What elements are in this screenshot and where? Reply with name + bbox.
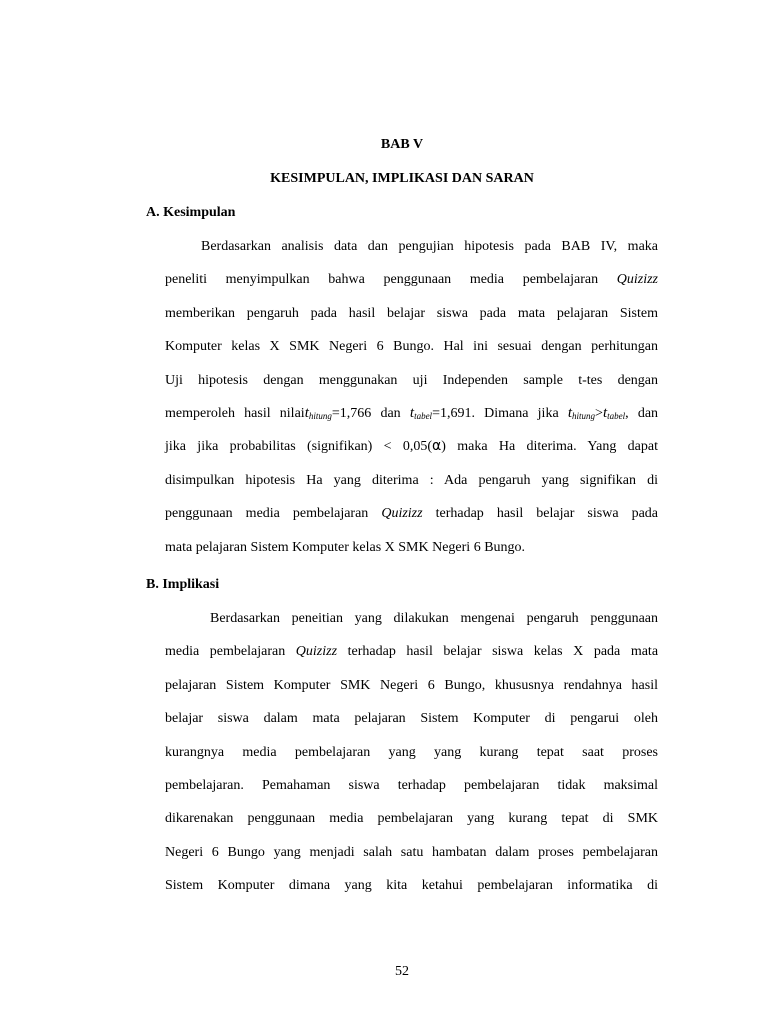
paragraph-line: Sistem Komputer dimana yang kita ketahui pembelajaran informatika di	[165, 878, 658, 894]
paragraph-line: kurangnya media pembelajaran yang yang kurang tepat saat proses	[165, 744, 658, 760]
alpha-symbol: α	[432, 438, 442, 455]
paragraph-line: penggunaan media pembelajaran Quizizz terhadap hasil belajar siswa pada	[165, 506, 658, 522]
section-b-heading: B. Implikasi	[146, 577, 220, 592]
t-symbol: t	[567, 404, 573, 421]
paragraph-line: peneliti menyimpulkan bahwa penggunaan media pembelajaran Quizizz	[165, 272, 658, 288]
paragraph-line: Berdasarkan analisis data dan pengujian hipotesis pada BAB IV, maka	[201, 239, 658, 254]
paragraph-line: Berdasarkan peneitian yang dilakukan mengenai pengaruh penggunaan	[210, 611, 658, 626]
term-quizizz: Quizizz	[616, 272, 658, 288]
chapter-title: KESIMPULAN, IMPLIKASI DAN SARAN	[270, 171, 534, 186]
paragraph-line: memperoleh hasil nilait$_{hitung}$=1,766 dan $t_{tabel}=1,691$. Dimana jika $t_{hitung}>t_{tabel}$, dan	[165, 404, 659, 421]
paragraph-line: disimpulkan hipotesis Ha yang diterima : Ada pengaruh yang signifikan di	[165, 472, 658, 488]
page-number: 52	[395, 964, 409, 979]
paragraph-line: Negeri 6 Bungo yang menjadi salah satu hambatan dalam proses pembelajaran	[165, 844, 658, 860]
paragraph-line: Uji hipotesis dengan menggunakan uji Independen sample t-tes dengan	[165, 372, 658, 388]
paragraph-line: dikarenakan penggunaan media pembelajaran yang kurang tepat di SMK	[165, 811, 658, 827]
paragraph-line: belajar siswa dalam mata pelajaran Sistem Komputer di pengarui oleh	[165, 711, 658, 727]
section-a-heading: A. Kesimpulan	[146, 205, 236, 220]
t-symbol: t	[304, 404, 309, 421]
term-quizizz: Quizizz	[295, 644, 338, 660]
paragraph-line: Komputer kelas X SMK Negeri 6 Bungo. Hal ini sesuai dengan perhitungan	[165, 339, 658, 355]
section-b-paragraph	[165, 602, 658, 903]
paragraph-line: pembelajaran. Pemahaman siswa terhadap pembelajaran tidak maksimal	[165, 777, 658, 793]
t-symbol: t	[409, 404, 415, 421]
paragraph-line: mata pelajaran Sistem Komputer kelas X SMK Negeri 6 Bungo.	[165, 539, 526, 555]
t-symbol: t	[602, 404, 608, 421]
paragraph-line: memberikan pengaruh pada hasil belajar siswa pada mata pelajaran Sistem	[165, 305, 658, 321]
chapter-number: BAB V	[380, 137, 424, 152]
paragraph-line: pelajaran Sistem Komputer SMK Negeri 6 Bungo, khususnya rendahnya hasil	[165, 677, 658, 693]
paragraph-line: media pembelajaran Quizizz terhadap hasil belajar siswa kelas X pada mata	[165, 644, 659, 660]
paragraph-line: jika jika probabilitas (signifikan) < 0,05(α) maka Ha diterima. Yang dapat	[165, 438, 658, 455]
section-a-paragraph	[165, 230, 658, 564]
term-quizizz: Quizizz	[381, 506, 423, 522]
